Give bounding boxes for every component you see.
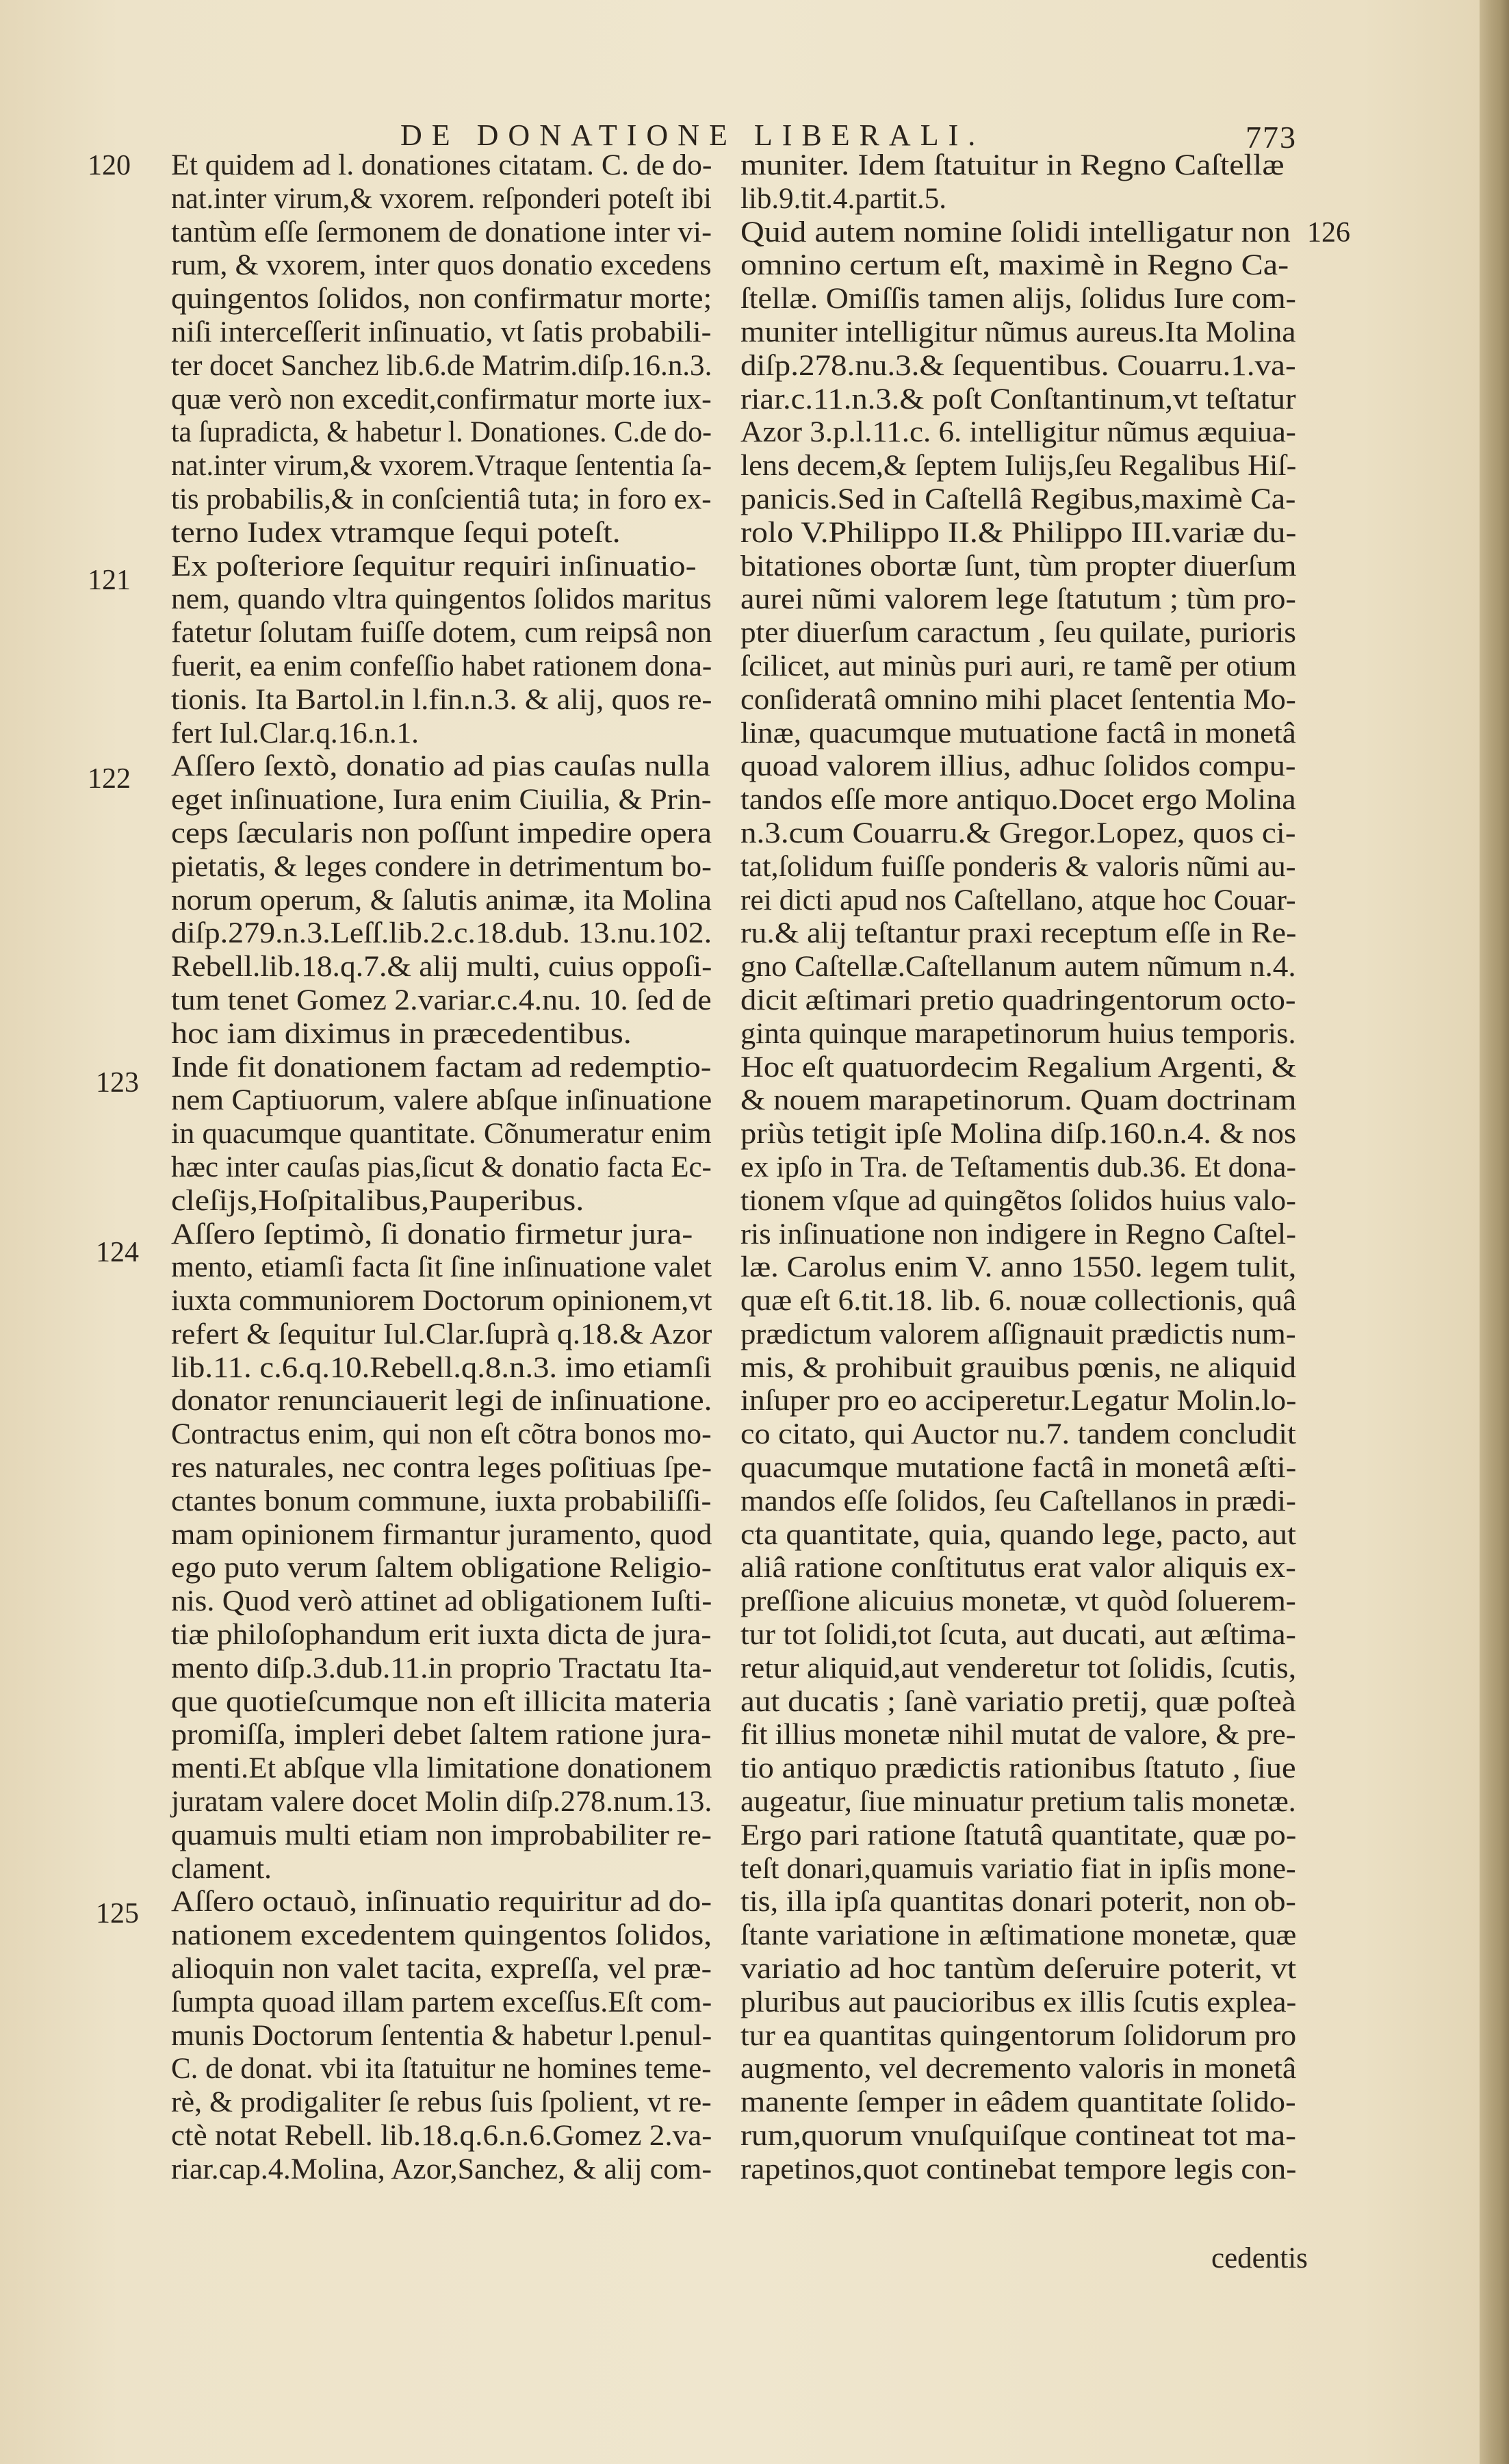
text-line: alioquin non valet tacita, expreſſa, vel præ- <box>171 1953 712 1986</box>
text-line: rum,quorum vnuſquiſque contineat tot ma- <box>740 2120 1297 2153</box>
margin-number-126: 126 <box>1307 217 1350 248</box>
text-line: ſcilicet, aut minùs puri auri, re tamẽ per otium <box>740 650 1297 682</box>
text-line: fatetur ſolutam fuiſſe dotem, cum reipsâ non <box>171 617 712 650</box>
margin-number-120: 120 <box>88 150 131 181</box>
text-line: nem Captiuorum, valere abſque inſinuatione <box>171 1084 712 1117</box>
text-line: quæ verò non excedit,confirmatur morte iux- <box>171 383 712 415</box>
text-line: diſp.278.nu.3.& ſequentibus. Couarru.1.va- <box>740 349 1296 382</box>
text-line: muniter intelligitur nũmus aureus.Ita Molina <box>740 316 1296 348</box>
text-line: prædictum valorem aſſignauit prædictis num- <box>740 1318 1296 1350</box>
text-line: tis, illa ipſa quantitas donari poterit, non ob- <box>740 1886 1296 1918</box>
text-line: quamuis multi etiam non improbabiliter re- <box>171 1819 712 1851</box>
text-line: juratam valere docet Molin diſp.278.num.13. <box>171 1786 712 1819</box>
text-line: nat.inter virum,& vxorem.Vtraque ſententia ſa- <box>171 450 712 483</box>
text-line: aurei nũmi valorem lege ſtatutum ; tùm pro- <box>740 583 1296 616</box>
text-line: ctè notat Rebell. lib.18.q.6.n.6.Gomez 2.va- <box>171 2120 712 2153</box>
margin-number-123: 123 <box>96 1067 139 1099</box>
right-column <box>740 149 1302 2187</box>
text-line: Ergo pari ratione ſtatutâ quantitate, quæ po- <box>740 1819 1297 1851</box>
text-line: nat.inter virum,& vxorem. reſponderi poteſt ibi <box>171 182 712 215</box>
text-line: rolo V.Philippo II.& Philippo III.variæ du- <box>740 516 1297 549</box>
text-line: cta quantitate, quia, quando lege, pacto, aut <box>740 1518 1297 1551</box>
text-line: lib.11. c.6.q.10.Rebell.q.8.n.3. imo etiamſi <box>171 1351 712 1384</box>
text-line: inſuper pro eo acciperetur.Legatur Molin.lo- <box>740 1385 1297 1417</box>
text-line: fit illius monetæ nihil mutat de valore, & pre- <box>740 1719 1296 1751</box>
text-line: quoad valorem illius, adhuc ſolidos compu- <box>740 750 1296 783</box>
text-line: co citato, qui Auctor nu.7. tandem concludit <box>740 1418 1296 1451</box>
text-line: Et quidem ad l. donationes citatam. C. de do- <box>171 149 712 181</box>
text-line: tat,ſolidum fuiſſe ponderis & valoris nũmi au- <box>740 850 1296 883</box>
text-line: rei dicti apud nos Caſtellano, atque hoc Couar- <box>740 884 1296 916</box>
text-line: pietatis, & leges condere in detrimentum bo- <box>171 850 712 883</box>
text-line: hoc iam diximus in præcedentibus. <box>171 1017 632 1050</box>
text-line: Aſſero ſeptimò, ſi donatio firmetur jura- <box>171 1218 693 1250</box>
text-line: nationem excedentem quingentos ſolidos, <box>171 1919 712 1952</box>
text-line: eget inſinuatione, Iura enim Ciuilia, & Prin- <box>171 784 712 817</box>
page-number: 773 <box>1246 120 1297 155</box>
text-line: ctantes bonum commune, iuxta probabiliſſi- <box>171 1485 712 1517</box>
text-line: in quacumque quantitate. Cõnumeratur enim <box>171 1118 712 1151</box>
text-line: pter diuerſum caractum , ſeu quilate, purioris <box>740 617 1296 650</box>
text-line: diſp.279.n.3.Leſſ.lib.2.c.18.dub. 13.nu.102. <box>171 917 712 950</box>
margin-number-122: 122 <box>88 763 131 795</box>
text-line: linæ, quacumque mutuatione factâ in monetâ <box>740 717 1296 749</box>
text-line: preſſione alicuius monetæ, vt quòd ſoluerem- <box>740 1585 1296 1618</box>
text-line: augeatur, ſiue minuatur pretium talis monetæ. <box>740 1786 1296 1819</box>
text-line: tantùm eſſe ſermonem de donatione inter vi- <box>171 216 712 248</box>
page-edge <box>1480 0 1509 2464</box>
margin-number-125: 125 <box>96 1898 139 1929</box>
text-line: lens decem,& ſeptem Iulijs,ſeu Regalibus Hiſ- <box>740 450 1297 483</box>
text-line: dicit æſtimari pretio quadringentorum octo- <box>740 984 1296 1016</box>
text-line: ſumpta quoad illam partem exceſſus.Eſt com- <box>171 1986 712 2018</box>
text-line: ego puto verum ſaltem obligatione Religio- <box>171 1552 712 1584</box>
text-line: Aſſero octauò, inſinuatio requiritur ad do- <box>171 1886 712 1918</box>
text-line: nem, quando vltra quingentos ſolidos maritus <box>171 583 712 616</box>
text-line: fert Iul.Clar.q.16.n.1. <box>171 717 419 749</box>
text-line: tandos eſſe more antiquo.Docet ergo Molina <box>740 784 1296 817</box>
text-line: norum operum, & ſalutis animæ, ita Molina <box>171 884 712 916</box>
text-line: aliâ ratione conſtitutus erat valor aliquis ex- <box>740 1552 1296 1584</box>
text-line: nis. Quod verò attinet ad obligationem Iuſti- <box>171 1585 712 1618</box>
text-line: mam opinionem firmantur juramento, quod <box>171 1518 712 1551</box>
text-line: mis, & prohibuit grauibus pœnis, ne aliquid <box>740 1351 1297 1384</box>
text-line: Azor 3.p.l.11.c. 6. intelligitur nũmus æquiua- <box>740 416 1296 449</box>
text-line: læ. Carolus enim V. anno 1550. legem tulit, <box>740 1251 1297 1284</box>
text-line: C. de donat. vbi ita ſtatuitur ne homines teme- <box>171 2053 712 2086</box>
text-line: rum, & vxorem, inter quos donatio excedens <box>171 249 712 282</box>
text-line: gno Caſtellæ.Caſtellanum autem nũmum n.4. <box>740 951 1296 984</box>
text-line: quæ eſt 6.tit.18. lib. 6. nouæ collectionis, quâ <box>740 1285 1297 1318</box>
text-line: panicis.Sed in Caſtellâ Regibus,maximè Ca- <box>740 483 1296 515</box>
text-line: tiæ philoſophandum erit iuxta dicta de jura- <box>171 1619 712 1652</box>
text-line: teſt donari,quamuis variatio fiat in ipſis mone- <box>740 1852 1296 1885</box>
text-line: niſi interceſſerit inſinuatio, vt ſatis probabili- <box>171 316 712 348</box>
text-line: terno Iudex vtramque ſequi poteſt. <box>171 516 621 549</box>
margin-number-124: 124 <box>96 1237 139 1268</box>
text-line: lib.9.tit.4.partit.5. <box>740 182 946 215</box>
text-line: priùs tetigit ipſe Molina diſp.160.n.4. & nos <box>740 1118 1297 1151</box>
text-line: riar.cap.4.Molina, Azor,Sanchez, & alij com- <box>171 2153 712 2185</box>
text-line: cleſijs,Hoſpitalibus,Pauperibus. <box>171 1184 584 1217</box>
text-line: aut ducatis ; ſanè variatio pretij, quæ poſteà <box>740 1685 1296 1718</box>
text-line: tur tot ſolidi,tot ſcuta, aut ducati, aut æſtima- <box>740 1619 1296 1652</box>
text-line: ſtellæ. Omiſſis tamen alijs, ſolidus Iure com- <box>740 283 1296 316</box>
text-line: ris inſinuatione non indigere in Regno Caſtel- <box>740 1218 1297 1250</box>
text-line: Hoc eſt quatuordecim Regalium Argenti, & <box>740 1051 1297 1083</box>
text-line: muniter. Idem ſtatuitur in Regno Caſtellæ <box>740 149 1285 181</box>
text-line: ſtante variatione in æſtimatione monetæ, quæ <box>740 1919 1297 1952</box>
text-line: munis Doctorum ſententia & habetur l.penul- <box>171 2019 712 2052</box>
text-line: Inde fit donationem factam ad redemptio- <box>171 1051 712 1083</box>
text-line: conſideratâ omnino mihi placet ſententia Mo- <box>740 683 1296 716</box>
text-line: rè, & prodigaliter ſe rebus ſuis ſpolient, vt re- <box>171 2086 712 2119</box>
text-line: ex ipſo in Tra. de Teſtamentis dub.36. Et dona- <box>740 1151 1296 1183</box>
text-line: iuxta communiorem Doctorum opinionem,vt <box>171 1285 712 1318</box>
text-line: quacumque mutatione factâ in monetâ æſti- <box>740 1452 1297 1485</box>
text-line: fuerit, ea enim confeſſio habet rationem dona- <box>171 650 712 682</box>
text-line: rapetinos,quot continebat tempore legis con- <box>740 2153 1297 2185</box>
text-line: variatio ad hoc tantùm deſeruire poterit, vt <box>740 1953 1297 1986</box>
text-line: Ex poſteriore ſequitur requiri inſinuatio- <box>171 550 697 582</box>
text-line: ta ſupradicta, & habetur l. Donationes. C.de do- <box>171 416 712 449</box>
text-line: Aſſero ſextò, donatio ad pias cauſas nulla <box>171 750 710 783</box>
text-line: tum tenet Gomez 2.variar.c.4.nu. 10. ſed de <box>171 984 712 1016</box>
text-line: manente ſemper in eâdem quantitate ſolido- <box>740 2086 1296 2119</box>
text-line: tis probabilis,& in conſcientiâ tuta; in foro ex- <box>171 483 712 515</box>
text-line: omnino certum eſt, maximè in Regno Ca- <box>740 249 1289 282</box>
margin-number-121: 121 <box>88 565 131 596</box>
text-line: hæc inter cauſas pias,ſicut & donatio facta Ec- <box>171 1151 712 1183</box>
text-line: augmento, vel decremento valoris in monetâ <box>740 2053 1297 2086</box>
text-line: quingentos ſolidos, non confirmatur morte; <box>171 283 712 316</box>
catchword: cedentis <box>1211 2242 1308 2274</box>
text-line: refert & ſequitur Iul.Clar.ſuprà q.18.& Azor <box>171 1318 712 1350</box>
text-line: Contractus enim, qui non eſt cõtra bonos mo- <box>171 1418 712 1451</box>
text-line: menti.Et abſque vlla limitatione donationem <box>171 1752 712 1785</box>
text-line: tur ea quantitas quingentorum ſolidorum pro <box>740 2019 1297 2052</box>
text-line: tionis. Ita Bartol.in l.fin.n.3. & alij, quos re- <box>171 683 712 716</box>
text-line: tio antiquo prædictis rationibus ſtatuto , ſiue <box>740 1752 1296 1785</box>
text-line: retur aliquid,aut venderetur tot ſolidis, ſcutis, <box>740 1652 1297 1684</box>
text-line: n.3.cum Couarru.& Gregor.Lopez, quos ci- <box>740 817 1296 849</box>
text-line: ceps ſæcularis non poſſunt impedire opera <box>171 817 712 849</box>
text-line: donator renunciauerit legi de inſinuatione. <box>171 1385 712 1417</box>
text-line: mento, etiamſi facta ſit ſine inſinuatione valet <box>171 1251 712 1284</box>
text-line: ginta quinque marapetinorum huius temporis. <box>740 1017 1296 1050</box>
left-column <box>171 149 719 2187</box>
text-line: riar.c.11.n.3.& poſt Conſtantinum,vt teſtatur <box>740 383 1296 415</box>
text-line: Quid autem nomine ſolidi intelligatur non <box>740 216 1291 248</box>
text-line: bitationes obortæ ſunt, tùm propter diuerſum <box>740 550 1297 582</box>
text-line: res naturales, nec contra leges poſitiuas ſpe- <box>171 1452 712 1485</box>
text-line: mento diſp.3.dub.11.in proprio Tractatu Ita- <box>171 1652 712 1684</box>
text-line: & nouem marapetinorum. Quam doctrinam <box>740 1084 1297 1117</box>
text-line: clament. <box>171 1852 272 1885</box>
text-line: mandos eſſe ſolidos, ſeu Caſtellanos in prædi- <box>740 1485 1296 1517</box>
text-line: ter docet Sanchez lib.6.de Matrim.diſp.16.n.3. <box>171 349 712 382</box>
text-line: ru.& alij teſtantur praxi receptum eſſe in Re- <box>740 917 1297 950</box>
text-line: Rebell.lib.18.q.7.& alij multi, cuius oppoſi- <box>171 951 712 984</box>
running-title: DE DONATIONE LIBERALI. <box>400 118 985 152</box>
text-line: que quotieſcumque non eſt illicita materia <box>171 1685 712 1718</box>
text-line: promiſſa, impleri debet ſaltem ratione jura- <box>171 1719 712 1751</box>
text-line: pluribus aut paucioribus ex illis ſcutis explea- <box>740 1986 1297 2018</box>
text-line: tionem vſque ad quingẽtos ſolidos huius valo- <box>740 1184 1296 1217</box>
